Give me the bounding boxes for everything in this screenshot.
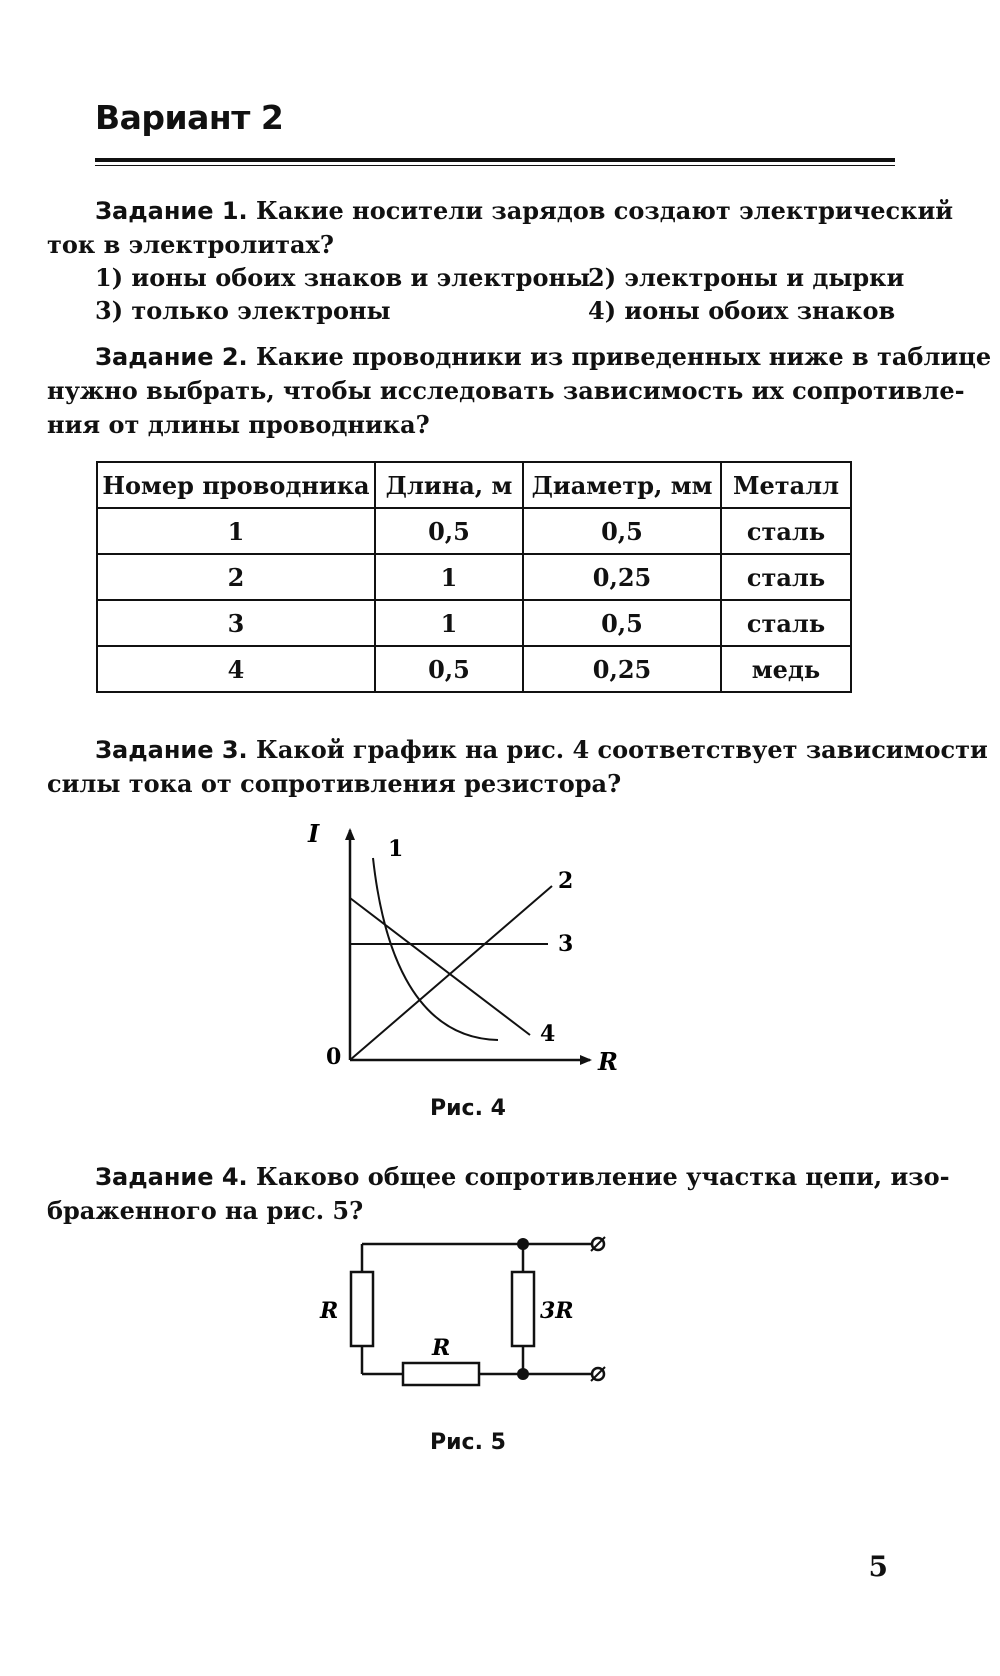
task2-question-line2: нужно выбрать, чтобы исследовать зависимость их сопротивле- — [47, 376, 965, 405]
title-rule-thick — [95, 158, 895, 162]
curve-label-4: 4 — [540, 1021, 556, 1047]
table-header-cell: Диаметр, мм — [523, 462, 721, 508]
task3-label: Задание 3. — [95, 736, 248, 764]
task3-question-line2: силы тока от сопротивления резистора? — [47, 769, 622, 798]
curve-4 — [350, 898, 530, 1035]
table-row — [97, 508, 851, 554]
task2-question-line3: ния от длины проводника? — [47, 410, 430, 439]
table-row — [97, 600, 851, 646]
resistor-left-label: R — [320, 1298, 339, 1324]
table-cell: медь — [721, 646, 851, 692]
table-header-cell: Длина, м — [375, 462, 523, 508]
task2-question: Какие проводники из приведенных ниже в таблице — [256, 342, 992, 371]
page-title: Вариант 2 — [95, 98, 284, 137]
resistor-right-label: 3R — [540, 1298, 574, 1324]
table-header-row — [97, 462, 851, 508]
table-cell: 0,5 — [375, 508, 523, 554]
resistor-left — [351, 1272, 373, 1346]
conductor-table — [96, 461, 852, 693]
table-cell: 1 — [375, 600, 523, 646]
title-rule-thin — [95, 165, 895, 166]
table-cell: сталь — [721, 600, 851, 646]
figure5-caption: Рис. 5 — [430, 1430, 506, 1455]
table-cell: сталь — [721, 508, 851, 554]
table-cell: 1 — [97, 508, 375, 554]
curve-label-3: 3 — [558, 931, 574, 957]
curve-label-2: 2 — [558, 868, 574, 894]
junction-dot — [517, 1238, 529, 1250]
y-axis-label: I — [308, 820, 320, 848]
page-number: 5 — [868, 1550, 888, 1583]
task1-option-1: 1) ионы обоих знаков и электроны — [95, 263, 591, 292]
task4-question-line2: браженного на рис. 5? — [47, 1196, 364, 1225]
task3-question: Какой график на рис. 4 соответствует зависимости — [256, 735, 988, 764]
table-cell: 0,5 — [375, 646, 523, 692]
task1-label: Задание 1. — [95, 197, 248, 225]
junction-dot — [517, 1368, 529, 1380]
table-header-cell: Номер проводника — [97, 462, 375, 508]
task4-question-line1 — [95, 1160, 950, 1194]
x-axis-label: R — [598, 1047, 618, 1076]
table-cell: 0,5 — [523, 508, 721, 554]
table-cell: 0,25 — [523, 554, 721, 600]
task2-question-line1 — [95, 340, 991, 374]
table-cell: 0,5 — [523, 600, 721, 646]
curve-2 — [350, 886, 552, 1060]
task3-question-line1 — [95, 733, 988, 767]
circuit-figure — [310, 1228, 630, 1398]
table-cell: сталь — [721, 554, 851, 600]
task2-label: Задание 2. — [95, 343, 248, 371]
resistor-bottom-label: R — [432, 1335, 451, 1361]
table-cell: 4 — [97, 646, 375, 692]
table-cell: 2 — [97, 554, 375, 600]
table-row — [97, 646, 851, 692]
task1-question: Какие носители зарядов создают электрический — [256, 196, 954, 225]
table-row — [97, 554, 851, 600]
figure4-caption: Рис. 4 — [430, 1096, 506, 1121]
graph-figure — [290, 820, 630, 1090]
table-cell: 1 — [375, 554, 523, 600]
task1-question-line1 — [95, 194, 953, 228]
table-cell: 3 — [97, 600, 375, 646]
task1-option-2: 2) электроны и дырки — [588, 263, 905, 292]
task1-question-line2: ток в электролитах? — [47, 230, 334, 259]
curve-label-1: 1 — [388, 836, 404, 862]
task1-option-4: 4) ионы обоих знаков — [588, 296, 896, 325]
table-header-cell: Металл — [721, 462, 851, 508]
task4-question: Каково общее сопротивление участка цепи, изо- — [256, 1162, 950, 1191]
resistor-bottom — [403, 1363, 479, 1385]
resistor-right — [512, 1272, 534, 1346]
origin-label: 0 — [326, 1044, 342, 1070]
task1-option-3: 3) только электроны — [95, 296, 391, 325]
table-cell: 0,25 — [523, 646, 721, 692]
task4-label: Задание 4. — [95, 1163, 248, 1191]
